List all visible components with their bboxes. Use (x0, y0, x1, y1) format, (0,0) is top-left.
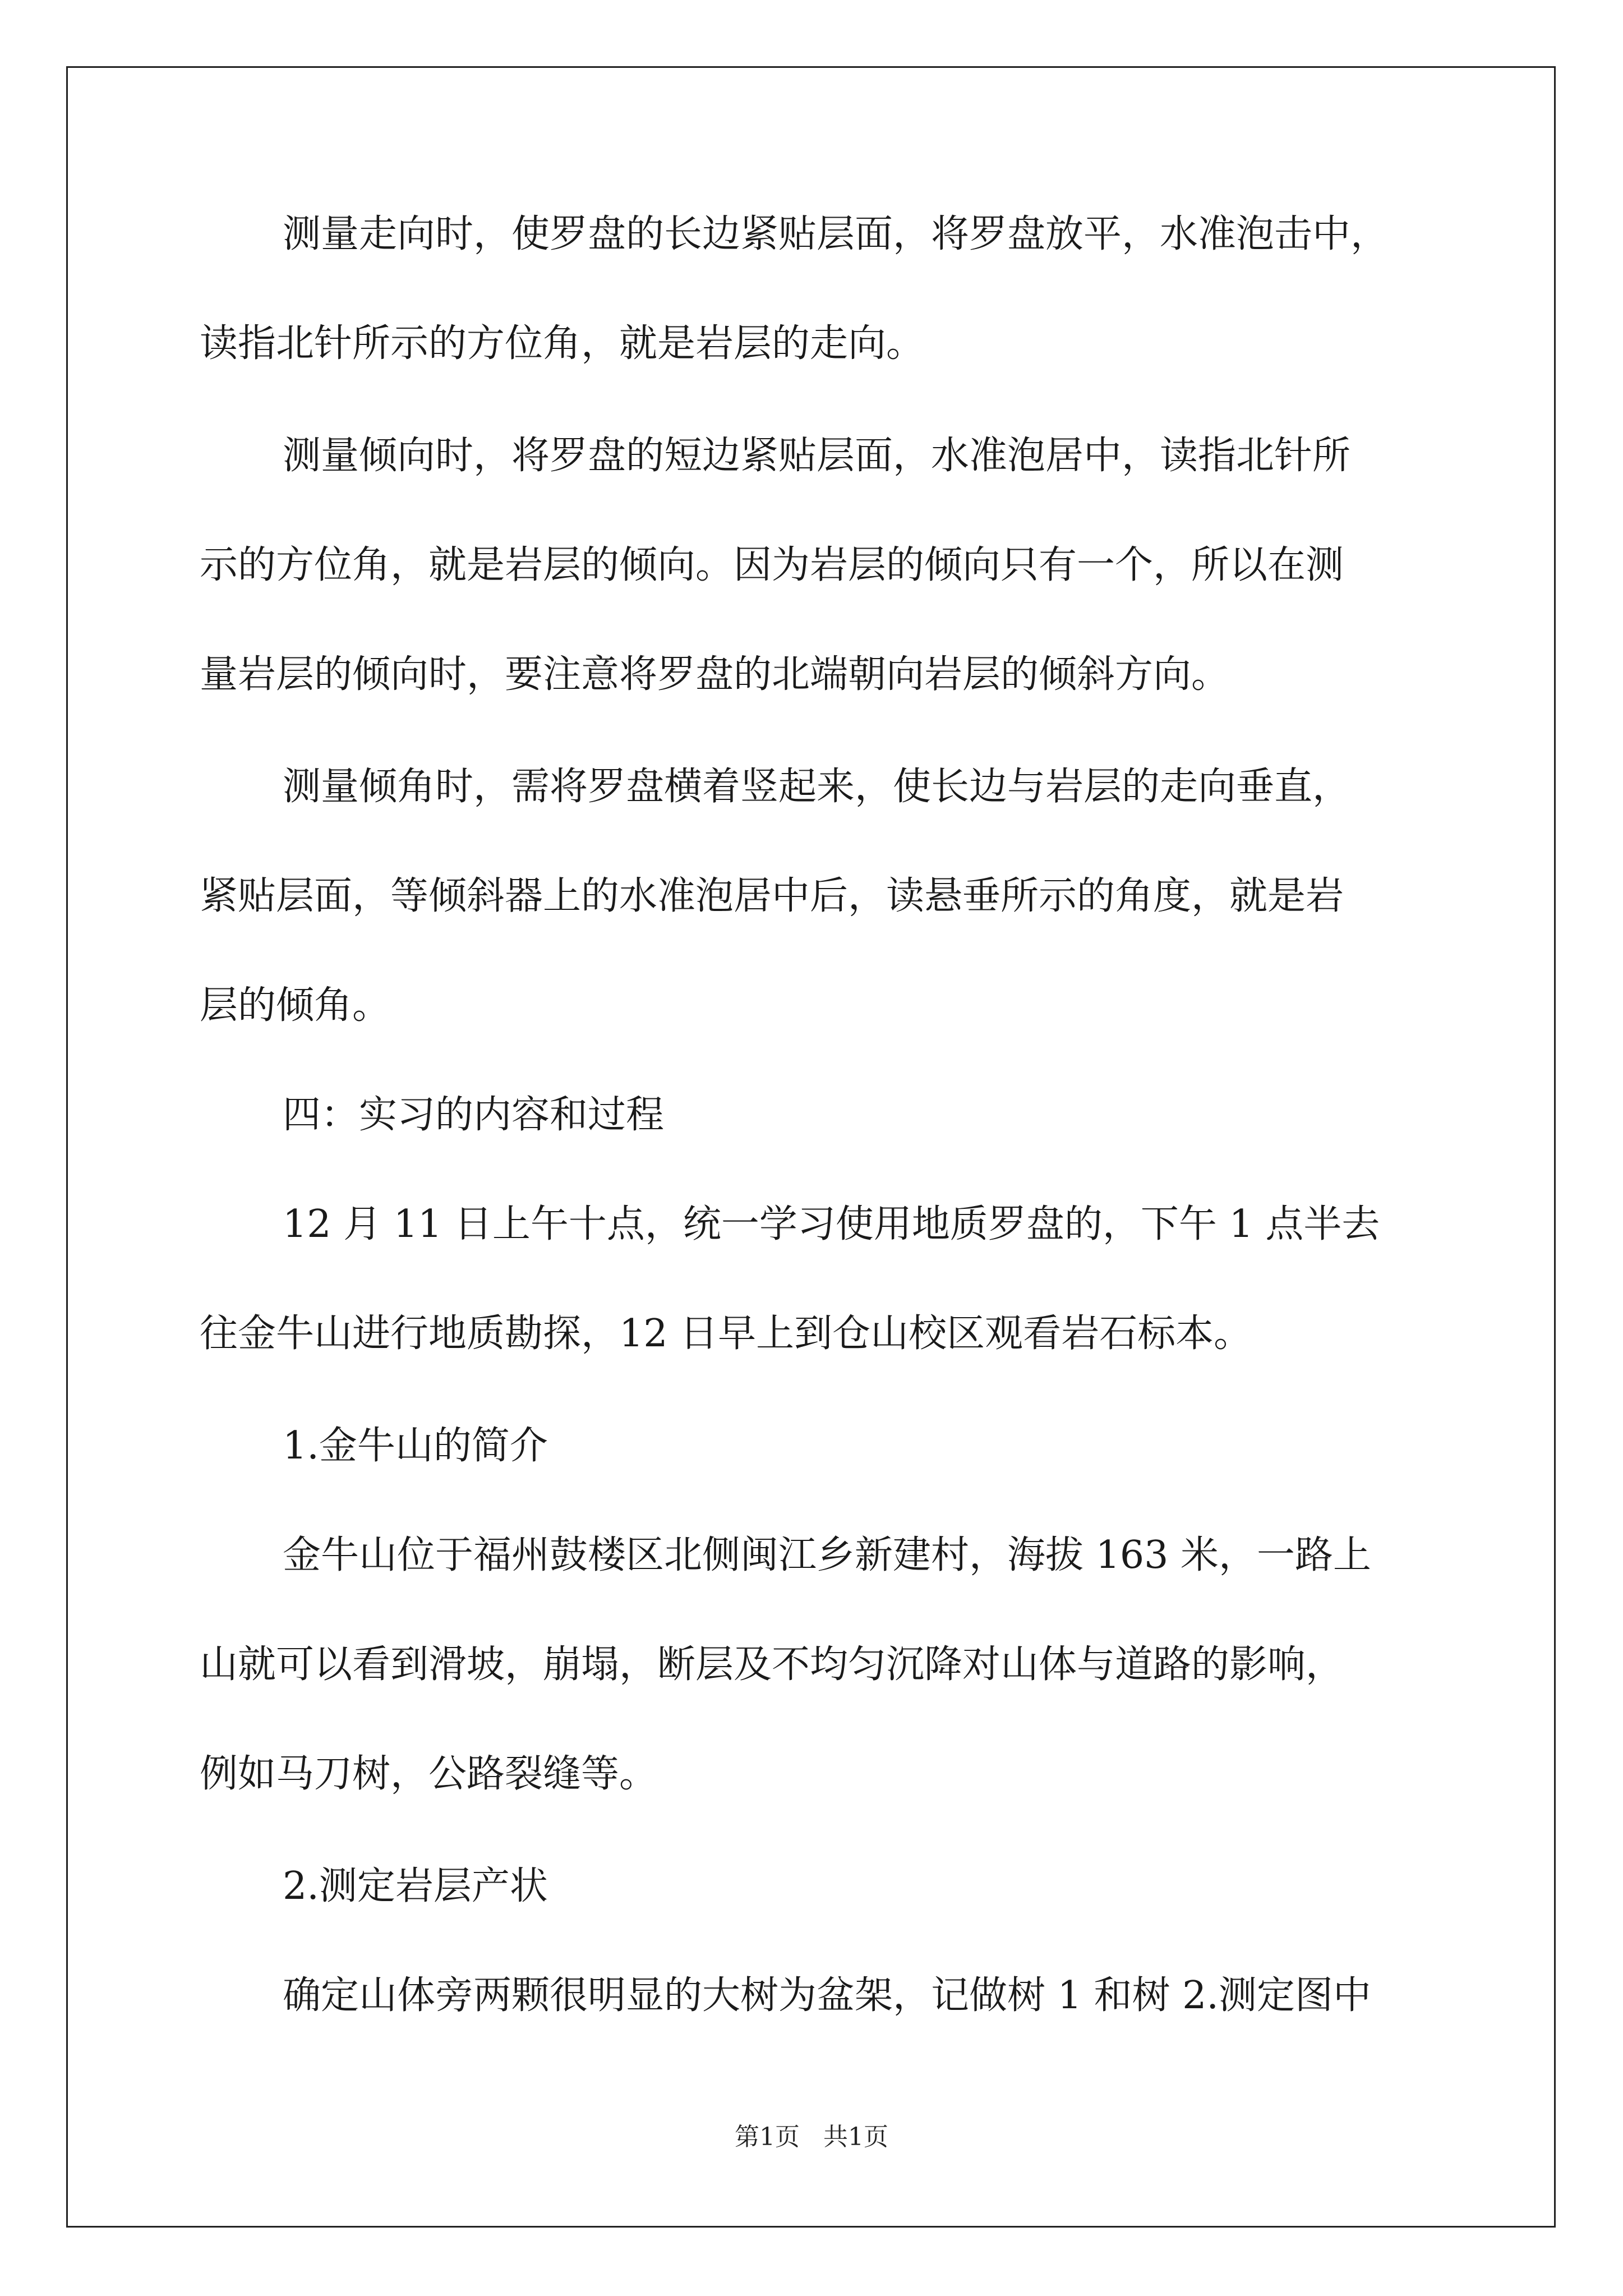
paragraph-line: 层的倾角。 (200, 983, 391, 1028)
page-footer (0, 2120, 1623, 2154)
subsection-heading: 1.金牛山的简介 (283, 1424, 548, 1468)
paragraph-line: 例如马刀树，公路裂缝等。 (200, 1752, 658, 1796)
paragraph-line: 往金牛山进行地质勘探，12 日早上到仓山校区观看岩石标本。 (200, 1312, 1252, 1356)
paragraph-line: 12 月 11 日上午十点，统一学习使用地质罗盘的，下午 1 点半去 (283, 1202, 1380, 1246)
paragraph-line: 量岩层的倾向时，要注意将罗盘的北端朝向岩层的倾斜方向。 (200, 652, 1230, 697)
subsection-heading: 2.测定岩层产状 (283, 1864, 548, 1908)
page-number-current: 第1页 (735, 2123, 800, 2151)
paragraph-line: 山就可以看到滑坡，崩塌，断层及不均匀沉降对山体与道路的影响， (200, 1642, 1344, 1687)
paragraph-line: 示的方位角，就是岩层的倾向。因为岩层的倾向只有一个，所以在测 (200, 543, 1344, 587)
paragraph-line: 读指北针所示的方位角，就是岩层的走向。 (200, 321, 925, 366)
page-number-total: 共1页 (823, 2123, 888, 2151)
paragraph-line: 金牛山位于福州鼓楼区北侧闽江乡新建村，海拔 163 米，一路上 (283, 1533, 1372, 1577)
paragraph-line: 测量倾向时，将罗盘的短边紧贴层面，水准泡居中，读指北针所 (283, 434, 1351, 478)
paragraph-line: 确定山体旁两颗很明显的大树为盆架，记做树 1 和树 2.测定图中 (283, 1973, 1371, 2018)
section-heading: 四：实习的内容和过程 (283, 1093, 665, 1137)
paragraph-line: 测量走向时，使罗盘的长边紧贴层面，将罗盘放平，水准泡击中， (283, 212, 1389, 256)
paragraph-line: 测量倾角时，需将罗盘横着竖起来，使长边与岩层的走向垂直， (283, 765, 1351, 809)
paragraph-line: 紧贴层面，等倾斜器上的水准泡居中后，读悬垂所示的角度，就是岩 (200, 874, 1344, 918)
